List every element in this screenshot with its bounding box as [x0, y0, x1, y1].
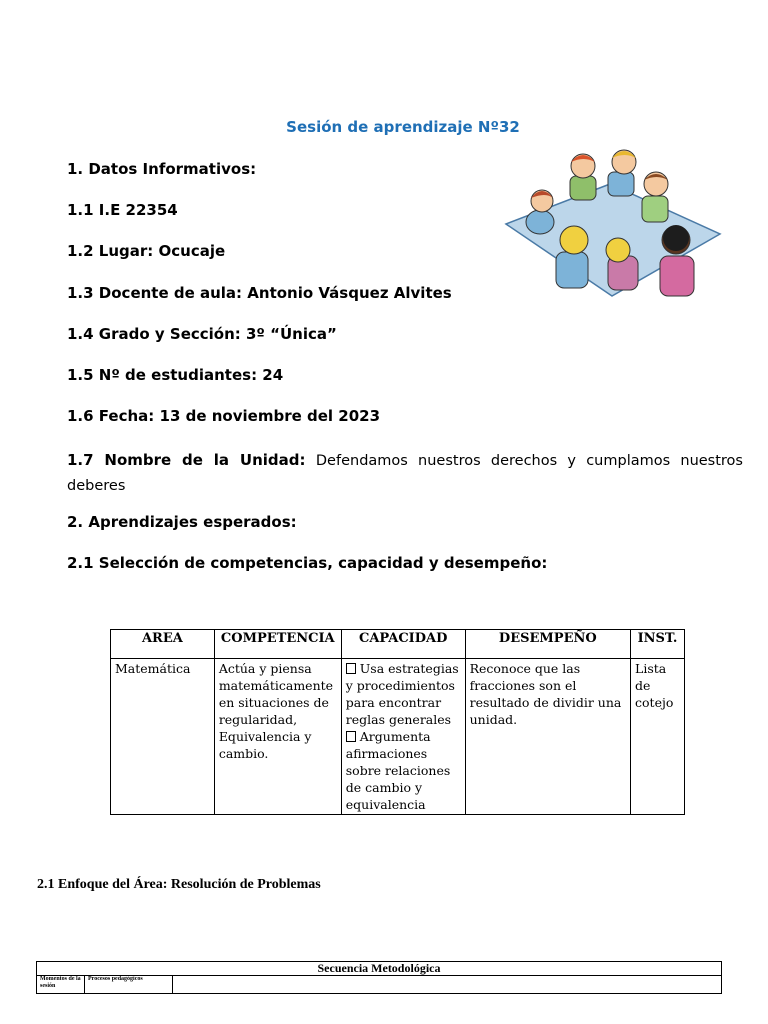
- ie-line: 1.1 I.E 22354: [67, 201, 178, 219]
- header-capacidad: CAPACIDAD: [341, 630, 465, 659]
- child-figure: [570, 154, 596, 200]
- cell-desempeno: Reconoce que las fracciones son el resultado de dividir una unidad.: [465, 659, 630, 815]
- section21-heading: 2.1 Selección de competencias, capacidad y desempeño:: [67, 554, 548, 572]
- estudiantes-line: 1.5 Nº de estudiantes: 24: [67, 366, 284, 384]
- secuencia-table: [36, 961, 722, 994]
- competencias-table: [110, 629, 685, 815]
- secuencia-title: Secuencia Metodológica: [37, 962, 722, 976]
- enfoque-heading: 2.1 Enfoque del Área: Resolución de Problemas: [37, 877, 321, 892]
- missing-glyph-icon: [346, 663, 356, 674]
- unidad-line: [67, 448, 743, 498]
- unidad-value: Defendamos nuestros derechos y cumplamos nuestros deberes: [67, 453, 743, 494]
- header-competencia: COMPETENCIA: [214, 630, 341, 659]
- child-figure: [608, 150, 636, 196]
- capacidad-2: Argumenta afirmaciones sobre relaciones de cambio y equivalencia: [345, 729, 451, 812]
- fecha-line: 1.6 Fecha: 13 de noviembre del 2023: [67, 407, 381, 425]
- empty-cell: [173, 976, 722, 994]
- session-title: Sesión de aprendizaje Nº32: [286, 118, 520, 136]
- capacidad-1: Usa estrategias y procedimientos para encontrar reglas generales: [345, 661, 459, 727]
- cell-capacidad: [341, 659, 465, 815]
- table-header-row: [111, 630, 685, 659]
- section2-heading: 2. Aprendizajes esperados:: [67, 513, 297, 531]
- cell-inst: Lista de cotejo: [631, 659, 685, 815]
- missing-glyph-icon: [346, 731, 356, 742]
- cell-competencia: Actúa y piensa matemáticamente en situaciones de regularidad, Equivalencia y cambio.: [214, 659, 341, 815]
- unidad-label: 1.7 Nombre de la Unidad:: [67, 451, 306, 469]
- cell-area: Matemática: [111, 659, 215, 815]
- table-row: [111, 659, 685, 815]
- table-row: [37, 976, 722, 994]
- lugar-line: 1.2 Lugar: Ocucaje: [67, 242, 226, 260]
- docente-line: 1.3 Docente de aula: Antonio Vásquez Alvites: [67, 284, 452, 302]
- procesos-header: Procesos pedagógicos: [85, 976, 173, 994]
- child-figure: [642, 172, 668, 222]
- header-area: AREA: [111, 630, 215, 659]
- header-inst: INST.: [631, 630, 685, 659]
- child-figure: [556, 226, 588, 288]
- grado-line: 1.4 Grado y Sección: 3º “Única”: [67, 325, 337, 343]
- child-figure: [660, 225, 694, 296]
- section1-heading: 1. Datos Informativos:: [67, 160, 257, 178]
- header-desempeno: DESEMPEÑO: [465, 630, 630, 659]
- momentos-header: Momentos de la sesión: [37, 976, 85, 994]
- children-circle-illustration: [500, 146, 724, 306]
